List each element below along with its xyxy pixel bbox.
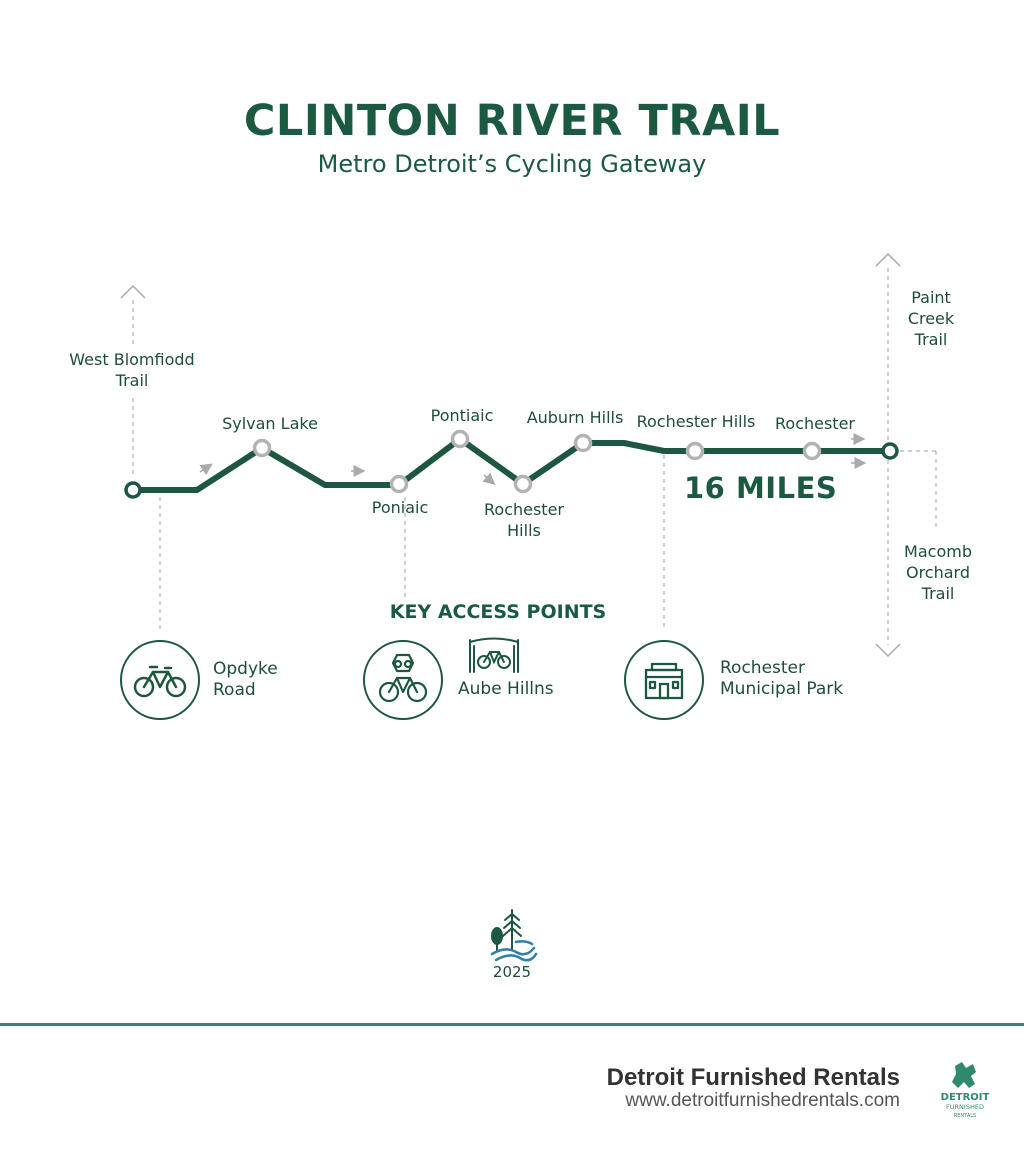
trail-start-node xyxy=(126,483,140,497)
stop-label-pontiaic: Pontiaic xyxy=(430,406,494,425)
bicycle-icon xyxy=(132,660,188,700)
access-points-heading: KEY ACCESS POINTS xyxy=(389,601,607,623)
access-point-label-aube: Aube Hillns xyxy=(458,679,554,699)
arrow-down-east-icon xyxy=(876,644,900,656)
stop-label-poniaic: Poniaic xyxy=(371,498,429,517)
arrow-up-west-icon xyxy=(121,286,145,298)
building-icon xyxy=(642,660,686,700)
access-point-opdyke xyxy=(120,640,200,720)
footer-url[interactable]: www.detroitfurnishedrentals.com xyxy=(625,1090,900,1111)
svg-text:FURNISHED: FURNISHED xyxy=(946,1103,984,1111)
bicycle-sign-icon xyxy=(375,652,431,708)
arrow-up-east-icon xyxy=(876,254,900,266)
access-point-label-opdyke: Opdyke Road xyxy=(213,659,278,700)
east-connection-paint-creek: Paint Creek Trail xyxy=(907,288,955,349)
bike-parking-icon xyxy=(466,636,522,674)
tree-river-icon xyxy=(486,906,538,962)
stop-label-sylvan-lake: Sylvan Lake xyxy=(222,414,318,433)
trail-end-node xyxy=(883,444,897,458)
stop-label-rochester-hills-bottom: Rochester Hills xyxy=(484,500,564,540)
stop-node xyxy=(392,477,407,492)
access-point-aube xyxy=(363,640,443,720)
trail-length: 16 MILES xyxy=(684,471,838,505)
direction-arrow-icon xyxy=(200,466,209,472)
stop-node xyxy=(688,444,703,459)
stop-node xyxy=(805,444,820,459)
stop-node xyxy=(255,441,270,456)
stop-node xyxy=(576,436,591,451)
emblem-year: 2025 xyxy=(492,963,532,981)
footer-divider xyxy=(0,1023,1024,1026)
stop-node xyxy=(453,432,468,447)
west-connection-label: West Blomfiodd Trail xyxy=(69,350,195,390)
stop-node xyxy=(516,477,531,492)
footer-brand: Detroit Furnished Rentals xyxy=(606,1064,900,1091)
access-point-rochester-park xyxy=(624,640,704,720)
access-point-label-rochester-park: Rochester Municipal Park xyxy=(720,658,844,699)
stop-label-rochester: Rochester xyxy=(775,414,855,433)
svg-text:DETROIT: DETROIT xyxy=(940,1092,990,1103)
svg-text:RENTALS: RENTALS xyxy=(953,1113,977,1119)
stop-label-auburn-hills: Auburn Hills xyxy=(526,408,624,427)
page-title: CLINTON RIVER TRAIL xyxy=(243,96,781,146)
east-connection-macomb-orchard: Macomb Orchard Trail xyxy=(904,542,972,603)
page-subtitle: Metro Detroit’s Cycling Gateway xyxy=(317,150,707,178)
direction-arrow-icon xyxy=(484,475,492,482)
stop-label-rochester-hills-top: Rochester Hills xyxy=(636,412,756,431)
detroit-furnished-rentals-logo xyxy=(940,1060,990,1126)
